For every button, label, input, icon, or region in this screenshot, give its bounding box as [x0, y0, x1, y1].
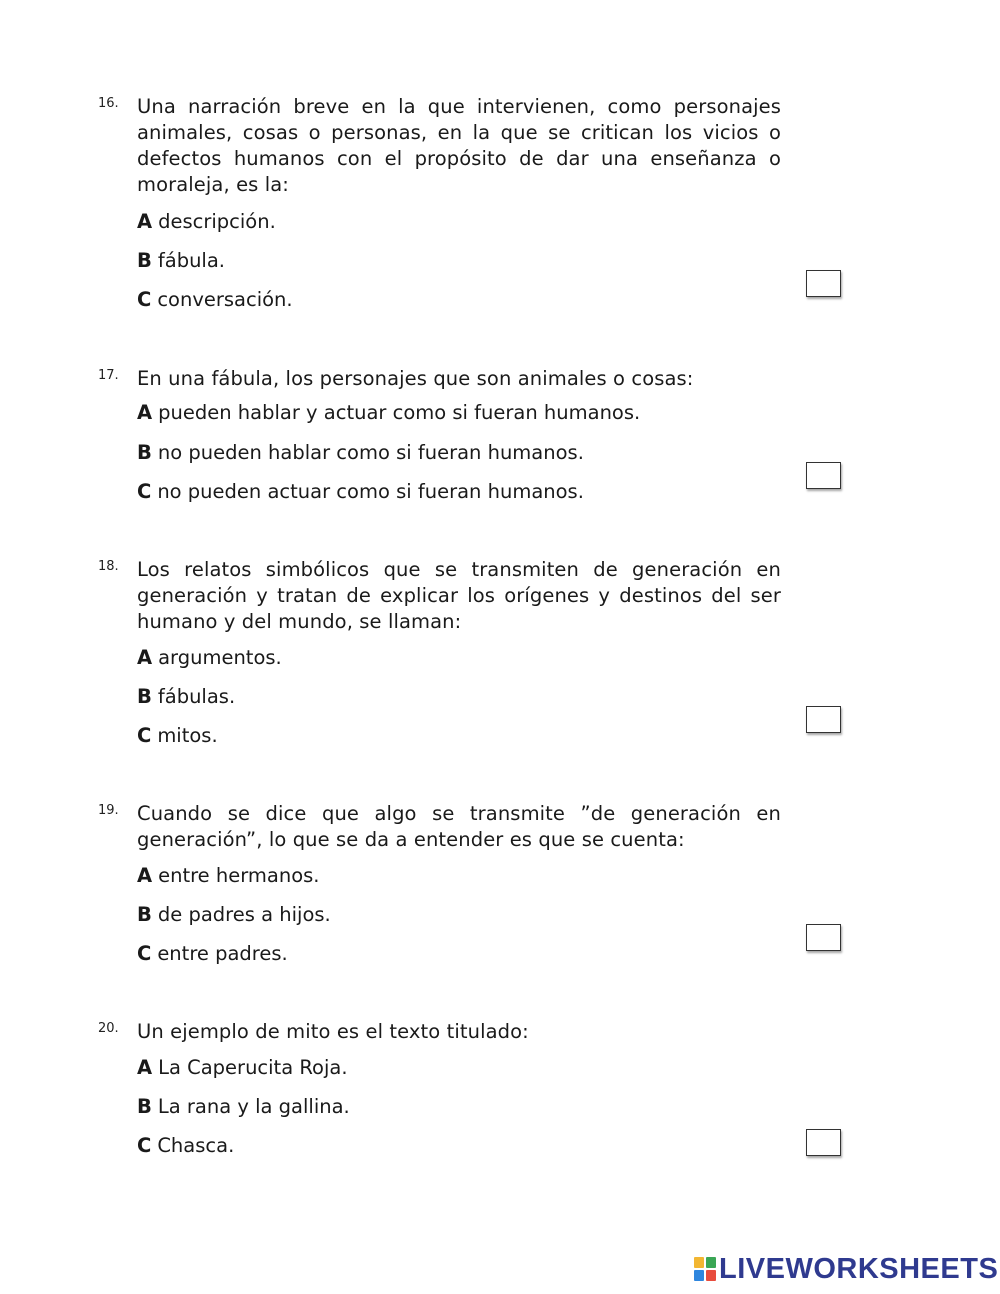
answer-box-16[interactable] — [806, 270, 841, 297]
option-text: pueden hablar y actuar como si fueran humanos. — [158, 401, 641, 424]
question-text: Cuando se dice que algo se transmite ”de generación en generación”, lo que se da a entender es que se cuenta: — [137, 802, 781, 851]
option-text: no pueden actuar como si fueran humanos. — [157, 480, 584, 503]
question-text: Un ejemplo de mito es el texto titulado: — [137, 1020, 529, 1043]
question-number: 19. — [98, 803, 119, 818]
option-letter: A — [137, 210, 153, 233]
option-text: Chasca. — [157, 1134, 235, 1157]
option-letter: A — [137, 864, 153, 887]
option-a — [137, 645, 282, 671]
question-number: 20. — [98, 1021, 119, 1036]
question-text: En una fábula, los personajes que son animales o cosas: — [137, 367, 694, 390]
brand-text: LIVEWORKSHEETS — [719, 1252, 999, 1285]
option-b — [137, 684, 235, 710]
option-text: mitos. — [157, 724, 218, 747]
option-letter: C — [137, 724, 152, 747]
option-text: descripción. — [158, 210, 276, 233]
option-text: fábulas. — [157, 685, 236, 708]
answer-box-18[interactable] — [806, 706, 841, 733]
option-c — [137, 287, 293, 313]
option-text: fábula. — [157, 249, 225, 272]
option-text: entre hermanos. — [158, 864, 320, 887]
option-b — [137, 1094, 350, 1120]
option-text: La Caperucita Roja. — [158, 1056, 348, 1079]
option-letter: B — [137, 441, 152, 464]
option-letter: C — [137, 942, 152, 965]
liveworksheets-logo — [693, 1253, 998, 1285]
option-text: no pueden hablar como si fueran humanos. — [157, 441, 584, 464]
liveworksheets-icon — [693, 1255, 717, 1283]
option-c — [137, 1133, 234, 1159]
option-text: argumentos. — [158, 646, 282, 669]
option-letter: A — [137, 1056, 153, 1079]
option-letter: C — [137, 1134, 152, 1157]
option-c — [137, 723, 218, 749]
option-letter: A — [137, 401, 153, 424]
question-text: Los relatos simbólicos que se transmiten de generación en generación y tratan de explicar los orígenes y destinos del ser humano y del mundo, se llaman: — [137, 558, 781, 633]
option-letter: B — [137, 1095, 152, 1118]
answer-box-20[interactable] — [806, 1129, 841, 1156]
option-c — [137, 941, 288, 967]
question-number: 16. — [98, 96, 119, 111]
option-letter: C — [137, 480, 152, 503]
option-c — [137, 479, 584, 505]
option-letter: B — [137, 903, 152, 926]
option-letter: C — [137, 288, 152, 311]
option-a — [137, 863, 320, 889]
option-letter: A — [137, 646, 153, 669]
option-letter: B — [137, 685, 152, 708]
option-b — [137, 440, 584, 466]
question-text: Una narración breve en la que intervienen, como personajes animales, cosas o personas, en la que se critican los vicios o defectos humanos con el propósito de dar una enseñanza o moraleja, es la: — [137, 95, 781, 196]
option-text: de padres a hijos. — [157, 903, 331, 926]
option-a — [137, 400, 640, 426]
answer-box-17[interactable] — [806, 462, 841, 489]
question-number: 17. — [98, 368, 119, 383]
option-text: La rana y la gallina. — [157, 1095, 350, 1118]
option-b — [137, 248, 225, 274]
option-b — [137, 902, 331, 928]
answer-box-19[interactable] — [806, 924, 841, 951]
question-number: 18. — [98, 559, 119, 574]
option-a — [137, 1055, 348, 1081]
option-a — [137, 209, 276, 235]
option-text: entre padres. — [157, 942, 288, 965]
option-letter: B — [137, 249, 152, 272]
option-text: conversación. — [157, 288, 293, 311]
